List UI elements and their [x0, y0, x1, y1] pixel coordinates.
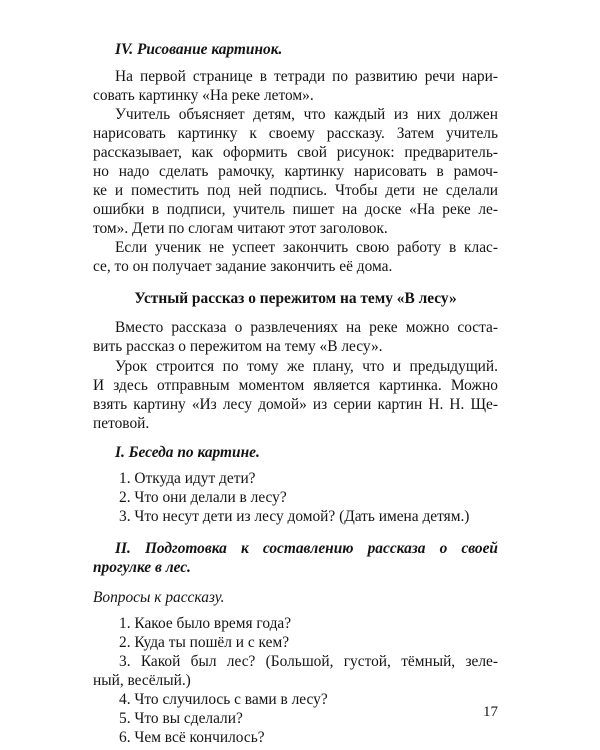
section-ii-heading-line2: прогулке в лес. — [93, 559, 191, 576]
section-iv-para2-line3: рассказывает, как оформить свой рисунок: предваритель- — [93, 144, 498, 161]
section-ii-question: 1. Какое было время года? — [119, 615, 292, 632]
section-i-question: 2. Что они делали в лесу? — [119, 489, 287, 506]
oral-story-para2-line1: Урок строится по тому же плану, что и предыдущий. — [115, 358, 498, 375]
section-ii-question: 2. Куда ты пошёл и с кем? — [119, 634, 290, 651]
oral-story-para2-line4: петовой. — [93, 415, 150, 432]
oral-story-para1-line1: Вместо рассказа о развлечениях на реке можно соста- — [115, 319, 498, 336]
book-page — [93, 0, 498, 750]
section-iv-para1-line2: совать картинку «На реке летом». — [93, 87, 314, 104]
section-iv-para2-line1: Учитель объясняет детям, что каждый из них должен — [115, 106, 498, 123]
section-i-question: 1. Откуда идут дети? — [119, 470, 256, 487]
section-iv-para2-line5: ке и поместить под ней подпись. Чтобы дети не сделали — [93, 182, 498, 199]
section-ii-heading-line1: II. Подготовка к составлению рассказа о своей — [115, 540, 498, 557]
section-i-heading: I. Беседа по картине. — [115, 444, 260, 461]
oral-story-para2-line2: И здесь отправным моментом является картинка. Можно — [93, 377, 498, 394]
section-ii-question: 5. Что вы сделали? — [119, 710, 243, 727]
section-iv-para2-line4: но надо сделать рамочку, картинку нарисовать в рамоч- — [93, 163, 498, 180]
section-ii-question: 3. Какой был лес? (Большой, густой, тёмный, зеле- — [119, 653, 498, 670]
section-ii-subheading: Вопросы к рассказу. — [93, 589, 225, 606]
section-ii-question: 6. Чем всё кончилось? — [119, 729, 265, 746]
section-iv-para2-line2: нарисовать картинку к своему рассказу. Затем учитель — [93, 125, 498, 142]
oral-story-para2-line3: взять картину «Из лесу домой» из серии картин Н. Н. Ще- — [93, 396, 498, 413]
oral-story-para1-line2: вить рассказ о пережитом на тему «В лесу». — [93, 338, 383, 355]
section-ii-question: 4. Что случилось с вами в лесу? — [119, 691, 328, 708]
section-iv-para3-line1: Если ученик не успеет закончить свою работу в клас- — [115, 239, 498, 256]
section-iv-heading: IV. Рисование картинок. — [115, 41, 283, 58]
section-i-question: 3. Что несут дети из лесу домой? (Дать имена детям.) — [119, 508, 470, 525]
page-number: 17 — [483, 704, 498, 720]
section-iv-para2-line7: том». Дети по слогам читают этот заголовок. — [93, 220, 388, 237]
section-ii-question-continuation: ный, весёлый.) — [93, 672, 191, 689]
section-iv-para1-line1: На первой странице в тетради по развитию речи нари- — [115, 68, 498, 85]
oral-story-heading: Устный рассказ о пережитом на тему «В лесу» — [134, 290, 457, 307]
section-iv-para3-line2: се, то он получает задание закончить её дома. — [93, 258, 393, 275]
section-iv-para2-line6: ошибки в подписи, учитель пишет на доске «На реке ле- — [93, 201, 498, 218]
